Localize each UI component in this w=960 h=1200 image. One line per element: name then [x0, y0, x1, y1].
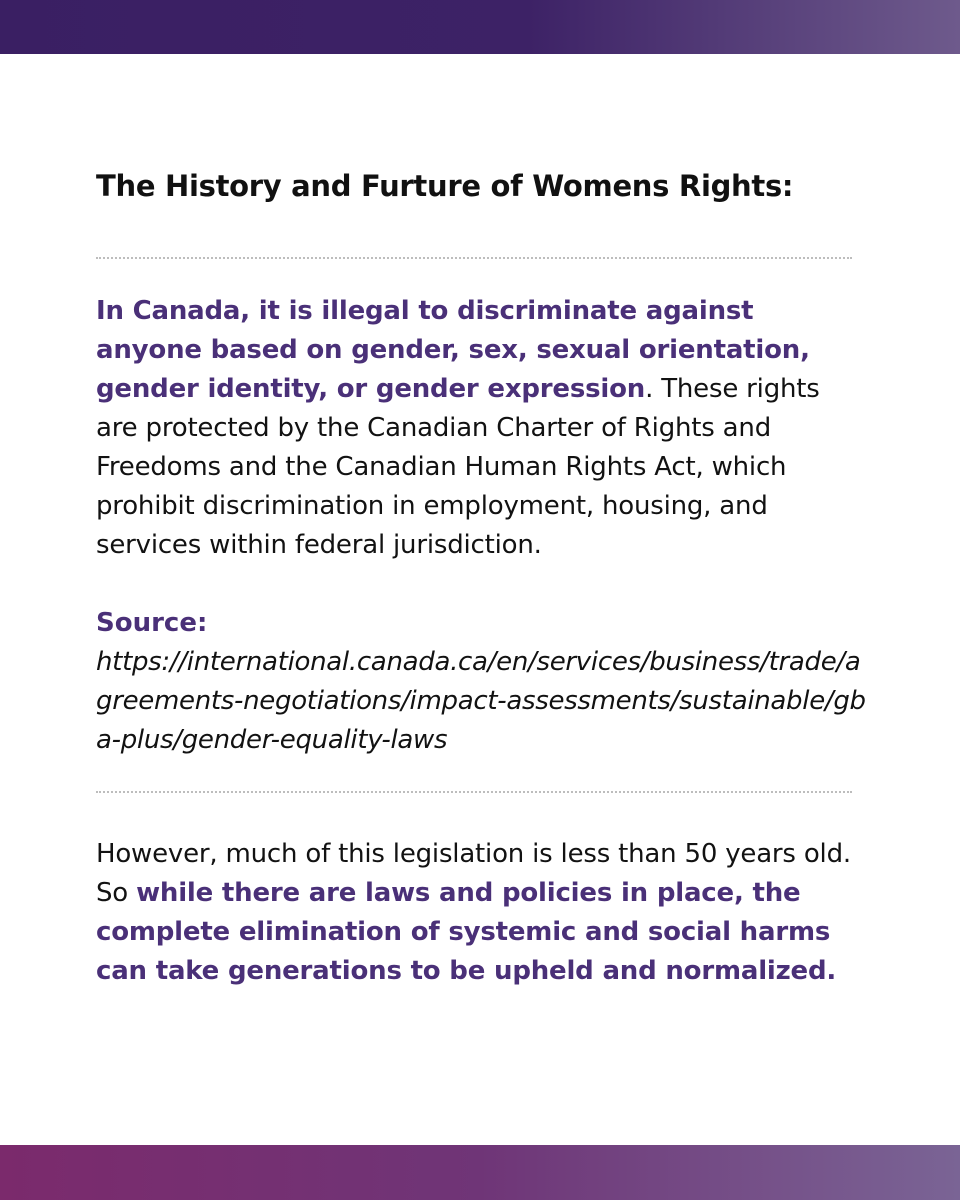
page-title: The History and Furture of Womens Rights: — [96, 169, 794, 203]
rights-body-text: . These rights are protected by the Canadian Charter of Rights and Freedoms and the Canadian Human Rights Act, which prohibit discrimination in employment, housing, and services within federal jurisdiction. — [96, 374, 820, 560]
legislation-highlight-text: while there are laws and policies in place, the complete elimination of systemic and social harms can take generations to be upheld and normalized. — [96, 878, 837, 986]
rights-paragraph — [96, 292, 866, 565]
post-content — [96, 160, 866, 991]
dotted-divider-bottom — [96, 791, 852, 793]
bottom-decorative-band — [0, 1145, 960, 1200]
source-url: https://international.canada.ca/en/services/business/trade/agreements-negotiations/impact-assessments/sustainable/gba-plus/gender-equality-laws — [96, 647, 866, 755]
top-decorative-band — [0, 0, 960, 54]
dotted-divider-top — [96, 257, 852, 259]
legislation-paragraph — [96, 835, 866, 991]
source-citation — [96, 604, 866, 760]
rights-highlight-text: In Canada, it is illegal to discriminate against anyone based on gender, sex, sexual orientation, gender identity, or gender expression — [96, 296, 810, 404]
legislation-lead-text: However, much of this legislation is less than 50 years old. So — [96, 839, 851, 908]
source-label: Source: — [96, 608, 208, 638]
